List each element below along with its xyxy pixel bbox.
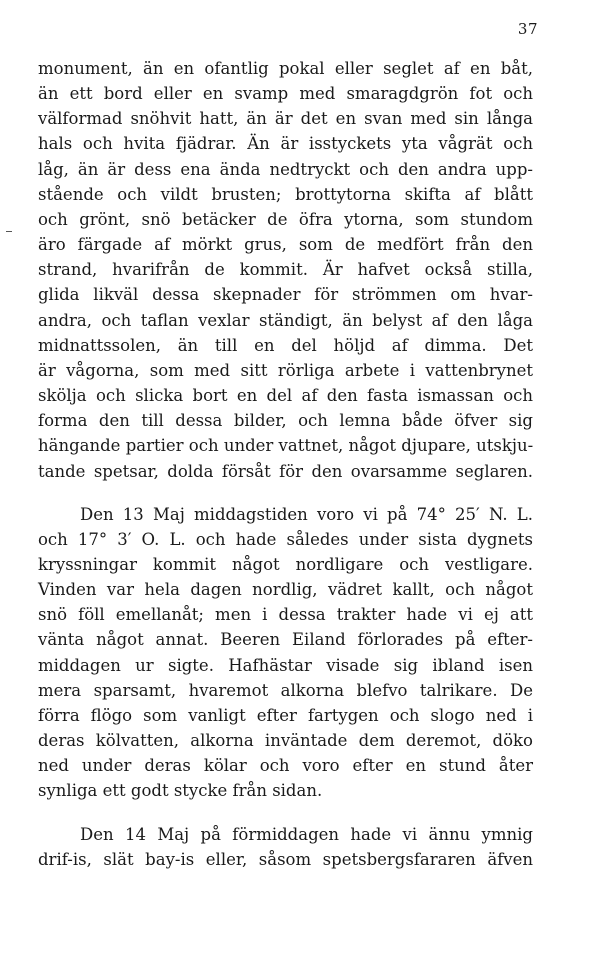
text-line: forma den till dessa bilder, och lemna både öfver sig	[38, 411, 533, 431]
text-line: andra, och taflan vexlar ständigt, än belyst af den låga	[38, 310, 533, 330]
paragraph	[38, 822, 533, 872]
text-line: synliga ett godt stycke från sidan.	[38, 781, 323, 801]
text-line: kryssningar kommit något nordligare och vestligare.	[38, 554, 533, 574]
text-line: monument, än en ofantlig pokal eller seglet af en båt,	[38, 59, 533, 78]
text-line: snö föll emellanåt; men i dessa trakter hade vi ej att	[38, 605, 533, 625]
text-line: och grönt, snö betäcker de öfra ytorna, som stundom	[38, 209, 533, 229]
body-text	[38, 56, 533, 872]
margin-mark	[6, 231, 12, 232]
text-line: och 17° 3′ O. L. och hade således under sista dygnets	[38, 529, 533, 549]
text-line: vänta något annat. Beeren Eiland förlorades på efter-	[38, 630, 533, 650]
text-line: mera sparsamt, hvaremot alkorna blefvo talrikare. De	[38, 680, 533, 700]
text-line: stående och vildt brusten; brottytorna skifta af blått	[38, 184, 533, 204]
text-line: Den 14 Maj på förmiddagen hade vi ännu ymnig	[80, 824, 533, 844]
paragraph	[38, 502, 533, 804]
text-line: middagen ur sigte. Hafhästar visade sig ibland isen	[38, 655, 533, 675]
text-line: än ett bord eller en svamp med smaragdgrön fot och	[38, 84, 533, 104]
text-line: välformad snöhvit hatt, än är det en svan med sin långa	[38, 109, 533, 129]
text-line: hängande partier och under vattnet, något djupare, utskju-	[38, 436, 534, 456]
text-line: drif-is, slät bay-is eller, såsom spetsbergsfararen äfven	[38, 849, 533, 869]
text-line: äro färgade af mörkt grus, som de medfört från den	[38, 235, 533, 255]
paragraph	[38, 56, 533, 484]
text-line: deras kölvatten, alkorna inväntade dem deremot, döko	[38, 731, 533, 751]
text-line: tande spetsar, dolda försåt för den ovarsamme seglaren.	[38, 461, 533, 481]
text-line: strand, hvarifrån de kommit. Är hafvet också stilla,	[38, 260, 533, 280]
page-number: 37	[517, 20, 538, 38]
text-line: förra flögo som vanligt efter fartygen och slogo ned i	[38, 705, 533, 725]
text-line: låg, än är dess ena ända nedtryckt och den andra upp-	[38, 159, 533, 179]
text-line: ned under deras kölar och voro efter en stund åter	[38, 756, 533, 776]
text-line: midnattssolen, än till en del höljd af dimma. Det	[38, 335, 533, 355]
text-line: Vinden var hela dagen nordlig, vädret kallt, och något	[38, 580, 533, 600]
text-line: glida likväl dessa skepnader för strömmen om hvar-	[38, 285, 533, 305]
text-line: Den 13 Maj middagstiden voro vi på 74° 25′ N. L.	[80, 504, 533, 524]
text-line: skölja och slicka bort en del af den fasta ismassan och	[38, 386, 533, 406]
text-line: hals och hvita fjädrar. Än är isstyckets yta vågrät och	[38, 134, 533, 154]
text-line: är vågorna, som med sitt rörliga arbete i vattenbrynet	[38, 360, 533, 380]
